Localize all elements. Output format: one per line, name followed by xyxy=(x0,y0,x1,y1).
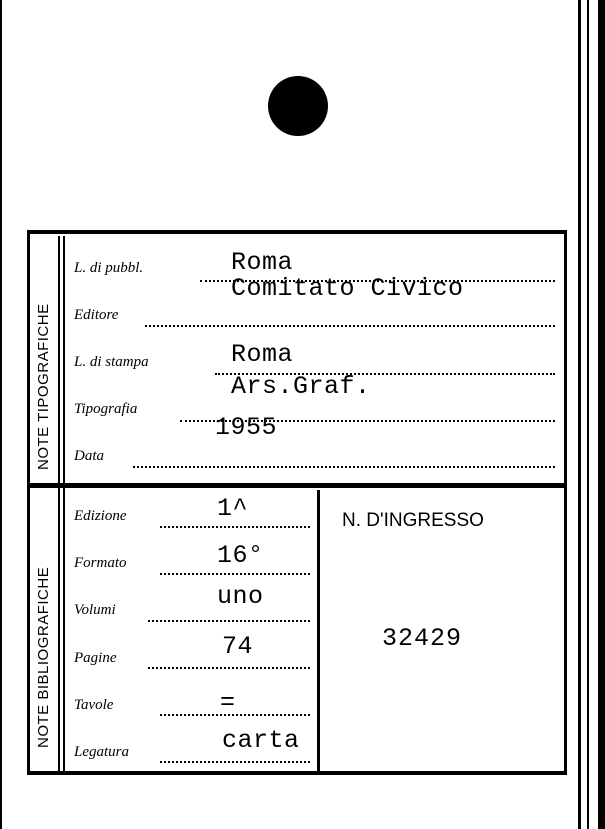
field-label-edizione: Edizione xyxy=(74,508,127,524)
label-column-rule xyxy=(58,236,60,771)
ingresso-label: N. D'INGRESSO xyxy=(342,510,484,531)
field-value-volumi: uno xyxy=(217,582,264,611)
field-value-pagine: 74 xyxy=(222,632,254,661)
card-edge xyxy=(0,0,2,829)
field-line xyxy=(148,620,310,622)
field-line xyxy=(160,573,310,575)
card-edge xyxy=(587,0,589,829)
field-value-formato: 16° xyxy=(217,541,264,570)
field-value-editore: Comitato Civico xyxy=(231,274,464,303)
section-label-tipografiche: NOTE TIPOGRAFICHE xyxy=(35,303,52,470)
section-divider xyxy=(27,483,567,488)
field-value-luogo-stampa: Roma xyxy=(231,340,294,369)
field-line xyxy=(145,325,555,327)
ingresso-column-rule xyxy=(317,490,320,771)
field-value-legatura: carta xyxy=(222,726,300,755)
field-label-luogo-pubblicazione: L. di pubbl. xyxy=(74,260,144,276)
label-column-rule xyxy=(63,236,65,771)
field-value-data: 1955 xyxy=(215,413,278,442)
field-label-data: Data xyxy=(74,448,104,464)
field-line xyxy=(133,466,555,468)
field-label-luogo-stampa: L. di stampa xyxy=(74,354,149,370)
section-label-bibliografiche: NOTE BIBLIOGRAFICHE xyxy=(35,566,52,748)
field-label-formato: Formato xyxy=(74,555,127,571)
punch-hole xyxy=(268,76,328,136)
card-edge xyxy=(578,0,581,829)
field-value-luogo-pubblicazione: Roma xyxy=(231,248,294,277)
field-label-pagine: Pagine xyxy=(74,650,117,666)
field-label-tipografia: Tipografia xyxy=(74,401,138,417)
field-line xyxy=(160,526,310,528)
field-value-edizione: 1^ xyxy=(217,494,249,523)
field-line xyxy=(148,667,310,669)
field-label-tavole: Tavole xyxy=(74,697,114,713)
field-value-tavole: = xyxy=(220,688,236,717)
field-value-tipografia: Ars.Graf. xyxy=(231,372,371,401)
ingresso-number: 32429 xyxy=(382,624,463,653)
field-line xyxy=(160,761,310,763)
field-label-volumi: Volumi xyxy=(74,602,116,618)
field-label-legatura: Legatura xyxy=(74,744,130,760)
card-edge xyxy=(598,0,605,829)
field-label-editore: Editore xyxy=(74,307,119,323)
